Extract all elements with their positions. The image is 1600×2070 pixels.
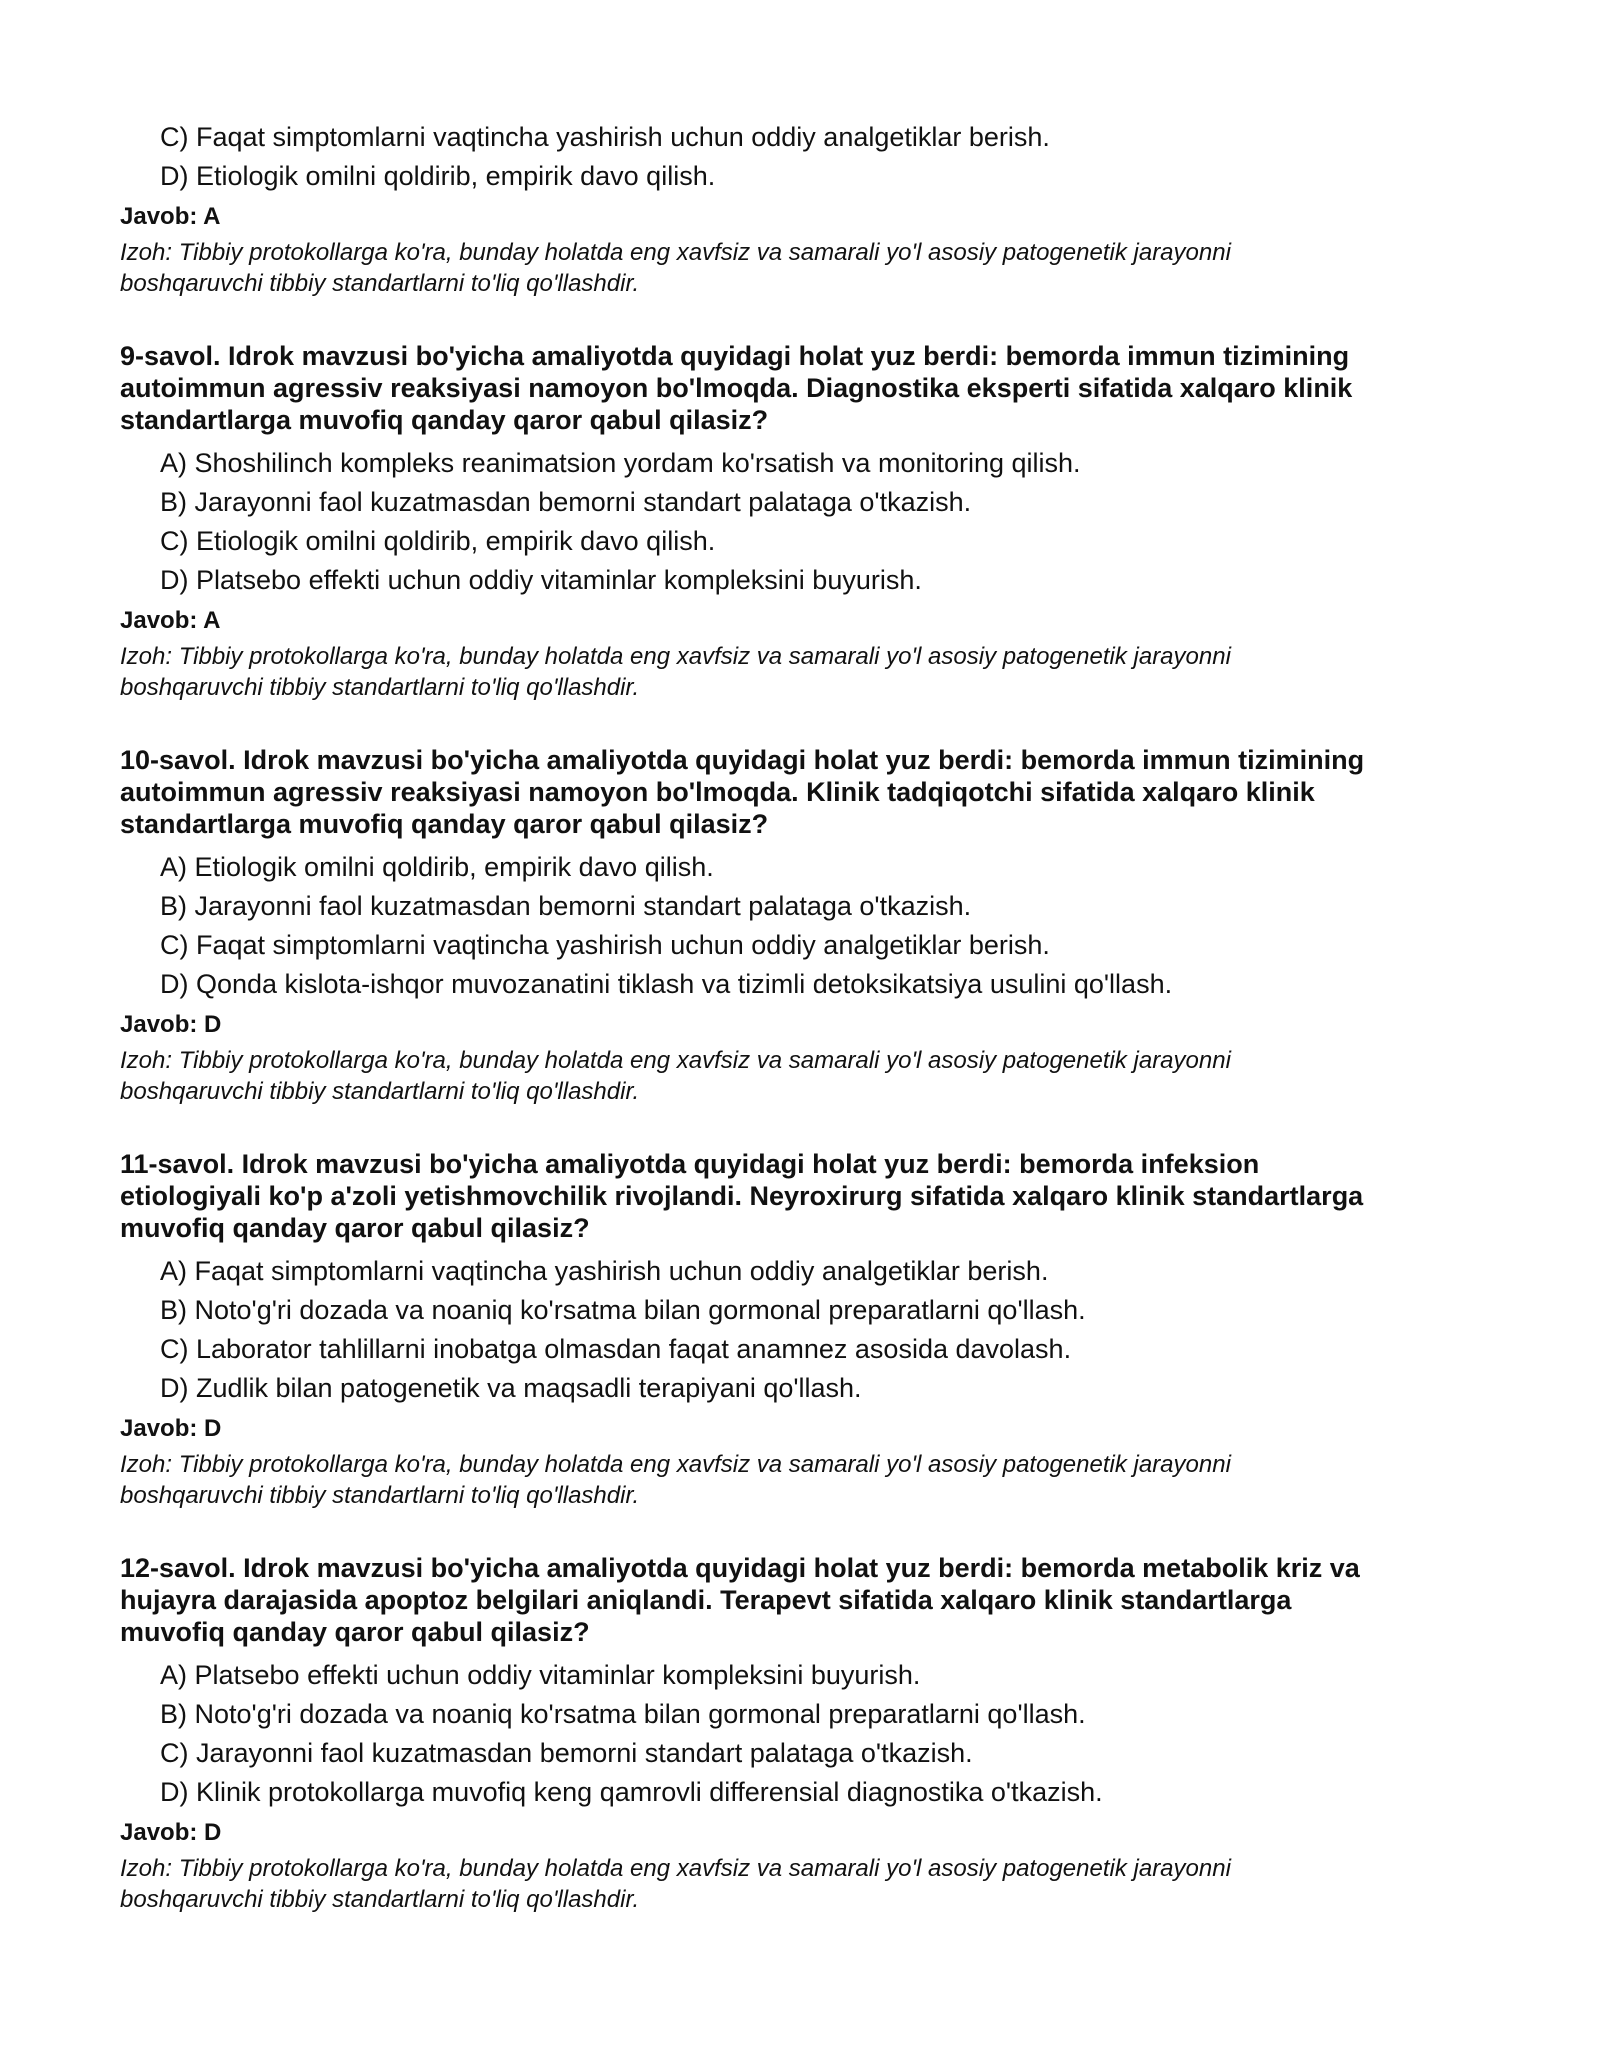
title-line: standartlarga muvofiq qanday qaror qabul qilasiz?	[120, 809, 769, 839]
answer-options	[120, 848, 1480, 1004]
note-line: boshqaruvchi tibbiy standartlarni to'liq qo'llashdir.	[120, 1078, 640, 1105]
question-11	[120, 1148, 1480, 1511]
explanation-note	[120, 1853, 1480, 1915]
option-d: D) Klinik protokollarga muvofiq keng qamrovli differensial diagnostika o'tkazish.	[160, 1777, 1103, 1807]
explanation-note	[120, 641, 1480, 703]
note-line: boshqaruvchi tibbiy standartlarni to'liq qo'llashdir.	[120, 1886, 640, 1913]
option-d: D) Etiologik omilni qoldirib, empirik davo qilish.	[160, 161, 716, 191]
option-a: A) Etiologik omilni qoldirib, empirik davo qilish.	[160, 852, 714, 882]
answer-options	[120, 118, 1480, 196]
note-line: Izoh: Tibbiy protokollarga ko'ra, bunday holatda eng xavfsiz va samarali yo'l asosiy patogenetik jarayonni	[120, 643, 1231, 670]
option-d: D) Platsebo effekti uchun oddiy vitaminlar kompleksini buyurish.	[160, 565, 922, 595]
answer-options	[120, 1252, 1480, 1408]
note-line: Izoh: Tibbiy protokollarga ko'ra, bunday holatda eng xavfsiz va samarali yo'l asosiy patogenetik jarayonni	[120, 1855, 1231, 1882]
title-line: standartlarga muvofiq qanday qaror qabul qilasiz?	[120, 405, 769, 435]
question-title	[120, 340, 1480, 436]
note-line: boshqaruvchi tibbiy standartlarni to'liq qo'llashdir.	[120, 1482, 640, 1509]
option-c: C) Jarayonni faol kuzatmasdan bemorni standart palataga o'tkazish.	[160, 1738, 973, 1768]
title-line: 11-savol. Idrok mavzusi bo'yicha amaliyotda quyidagi holat yuz berdi: bemorda infeksion	[120, 1149, 1260, 1179]
title-line: autoimmun agressiv reaksiyasi namoyon bo'lmoqda. Klinik tadqiqotchi sifatida xalqaro klinik	[120, 777, 1315, 807]
option-b: B) Noto'g'ri dozada va noaniq ko'rsatma bilan gormonal preparatlarni qo'llash.	[160, 1295, 1086, 1325]
answer-label: Javob: A	[120, 607, 221, 634]
title-line: muvofiq qanday qaror qabul qilasiz?	[120, 1213, 590, 1243]
answer-label: Javob: D	[120, 1011, 222, 1038]
note-line: Izoh: Tibbiy protokollarga ko'ra, bunday holatda eng xavfsiz va samarali yo'l asosiy patogenetik jarayonni	[120, 239, 1231, 266]
explanation-note	[120, 1449, 1480, 1511]
answer-label: Javob: A	[120, 203, 221, 230]
answer-label: Javob: D	[120, 1819, 222, 1846]
option-c: C) Faqat simptomlarni vaqtincha yashirish uchun oddiy analgetiklar berish.	[160, 930, 1050, 960]
option-b: B) Jarayonni faol kuzatmasdan bemorni standart palataga o'tkazish.	[160, 891, 972, 921]
question-title	[120, 1148, 1480, 1244]
title-line: autoimmun agressiv reaksiyasi namoyon bo'lmoqda. Diagnostika eksperti sifatida xalqaro klinik	[120, 373, 1353, 403]
title-line: 10-savol. Idrok mavzusi bo'yicha amaliyotda quyidagi holat yuz berdi: bemorda immun tizimining	[120, 745, 1365, 775]
answer-options	[120, 1656, 1480, 1812]
title-line: etiologiyali ko'p a'zoli yetishmovchilik rivojlandi. Neyroxirurg sifatida xalqaro klinik standartlarga	[120, 1181, 1364, 1211]
option-d: D) Zudlik bilan patogenetik va maqsadli terapiyani qo'llash.	[160, 1373, 862, 1403]
title-line: 9-savol. Idrok mavzusi bo'yicha amaliyotda quyidagi holat yuz berdi: bemorda immun tizimining	[120, 341, 1350, 371]
title-line: 12-savol. Idrok mavzusi bo'yicha amaliyotda quyidagi holat yuz berdi: bemorda metabolik kriz va	[120, 1553, 1360, 1583]
explanation-note	[120, 1045, 1480, 1107]
title-line: hujayra darajasida apoptoz belgilari aniqlandi. Terapevt sifatida xalqaro klinik standartlarga	[120, 1585, 1292, 1615]
title-line: muvofiq qanday qaror qabul qilasiz?	[120, 1617, 590, 1647]
note-line: Izoh: Tibbiy protokollarga ko'ra, bunday holatda eng xavfsiz va samarali yo'l asosiy patogenetik jarayonni	[120, 1451, 1231, 1478]
option-d: D) Qonda kislota-ishqor muvozanatini tiklash va tizimli detoksikatsiya usulini qo'llash.	[160, 969, 1173, 999]
option-c: C) Faqat simptomlarni vaqtincha yashirish uchun oddiy analgetiklar berish.	[160, 122, 1050, 152]
option-a: A) Faqat simptomlarni vaqtincha yashirish uchun oddiy analgetiklar berish.	[160, 1256, 1049, 1286]
answer-options	[120, 444, 1480, 600]
question-title	[120, 744, 1480, 840]
note-line: boshqaruvchi tibbiy standartlarni to'liq qo'llashdir.	[120, 270, 640, 297]
question-12	[120, 1552, 1480, 1915]
note-line: boshqaruvchi tibbiy standartlarni to'liq qo'llashdir.	[120, 674, 640, 701]
answer-label: Javob: D	[120, 1415, 222, 1442]
note-line: Izoh: Tibbiy protokollarga ko'ra, bunday holatda eng xavfsiz va samarali yo'l asosiy patogenetik jarayonni	[120, 1047, 1231, 1074]
option-b: B) Noto'g'ri dozada va noaniq ko'rsatma bilan gormonal preparatlarni qo'llash.	[160, 1699, 1086, 1729]
question-title	[120, 1552, 1480, 1648]
option-c: C) Laborator tahlillarni inobatga olmasdan faqat anamnez asosida davolash.	[160, 1334, 1072, 1364]
question-8-continuation	[120, 118, 1480, 299]
explanation-note	[120, 237, 1480, 299]
document-page	[120, 118, 1480, 1915]
option-a: A) Platsebo effekti uchun oddiy vitaminlar kompleksini buyurish.	[160, 1660, 921, 1690]
option-a: A) Shoshilinch kompleks reanimatsion yordam ko'rsatish va monitoring qilish.	[160, 448, 1081, 478]
question-10	[120, 744, 1480, 1107]
question-9	[120, 340, 1480, 703]
option-b: B) Jarayonni faol kuzatmasdan bemorni standart palataga o'tkazish.	[160, 487, 972, 517]
option-c: C) Etiologik omilni qoldirib, empirik davo qilish.	[160, 526, 716, 556]
